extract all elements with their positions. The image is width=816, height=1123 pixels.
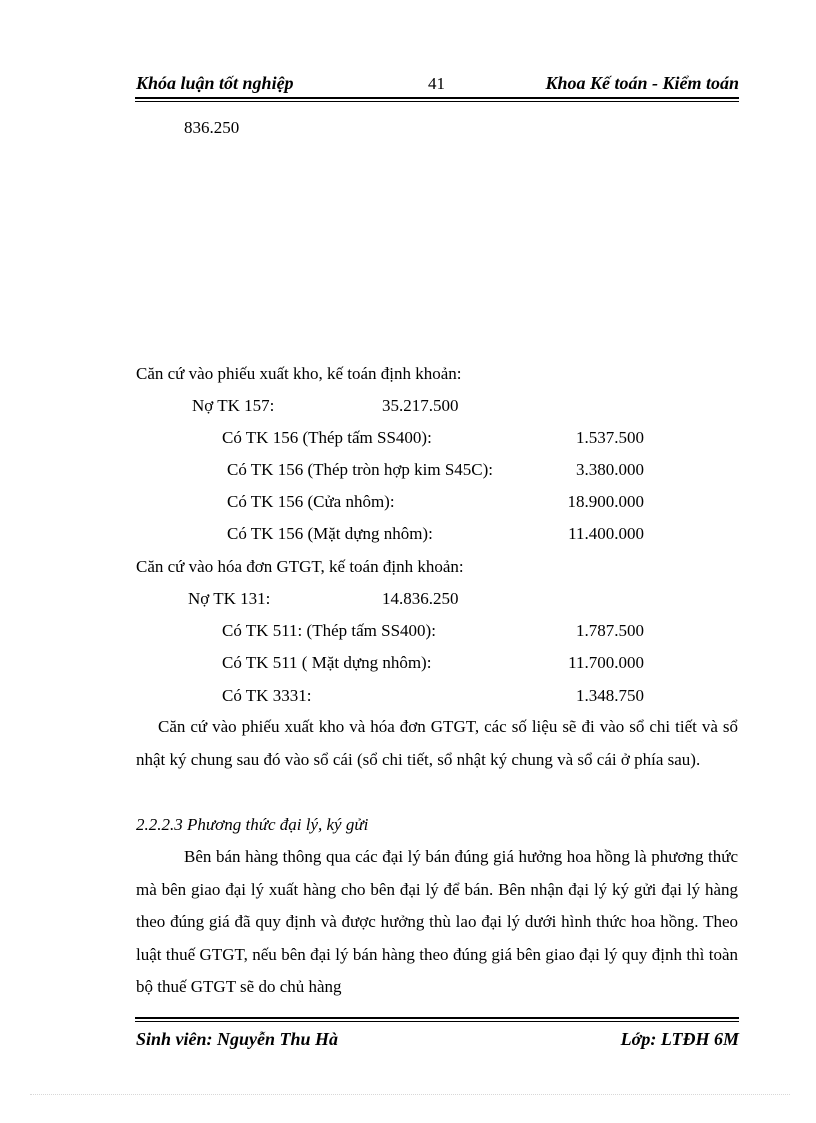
- credit-label: Có TK 511: (Thép tấm SS400):: [222, 621, 436, 640]
- footer-rule-thin: [135, 1021, 739, 1022]
- credit-amount: 3.380.000: [576, 460, 644, 479]
- header-rule: [135, 97, 739, 99]
- debit-label: Nợ TK 157:: [192, 396, 275, 415]
- credit-label: Có TK 3331:: [222, 686, 312, 705]
- page-edge-dotted-line: [30, 1094, 790, 1095]
- debit-amount: 35.217.500: [382, 396, 459, 415]
- footer-rule: [135, 1017, 739, 1019]
- footer-student-name: Sinh viên: Nguyễn Thu Hà: [136, 1029, 339, 1049]
- credit-amount: 18.900.000: [567, 492, 644, 511]
- body-paragraph: Căn cứ vào phiếu xuất kho và hóa đơn GTGT, các số liệu sẽ đi vào sổ chi tiết và sổ nhật ký chung sau đó vào sổ cái (sổ chi tiết, sổ nhật ký chung và sổ cái ở phía sau).: [136, 717, 738, 769]
- header-title-right: Khoa Kế toán - Kiểm toán: [545, 73, 739, 93]
- header-title-left: Khóa luận tốt nghiệp: [136, 73, 294, 93]
- section-heading: 2.2.2.3 Phương thức đại lý, ký gửi: [136, 815, 369, 834]
- credit-label: Có TK 156 (Thép tròn hợp kim S45C):: [227, 460, 494, 479]
- entry-intro: Căn cứ vào phiếu xuất kho, kế toán định khoản:: [136, 364, 462, 383]
- debit-amount: 14.836.250: [382, 589, 459, 608]
- header-rule-thin: [135, 101, 739, 102]
- entry-intro: Căn cứ vào hóa đơn GTGT, kế toán định khoản:: [136, 557, 464, 576]
- credit-amount: 1.348.750: [576, 686, 644, 705]
- credit-label: Có TK 156 (Thép tấm SS400):: [222, 428, 432, 447]
- body-paragraph: Bên bán hàng thông qua các đại lý bán đúng giá hưởng hoa hồng là phương thức mà bên giao đại lý xuất hàng cho bên đại lý để bán. Bên nhận đại lý ký gửi đại lý hàng theo đúng giá đã quy định và được hưởng thù lao đại lý dưới hình thức hoa hồng. Theo luật thuế GTGT, nếu bên đại lý bán hàng theo đúng giá bên giao đại lý quy định thì toàn bộ thuế GTGT sẽ do chủ hàng: [136, 847, 738, 996]
- credit-amount: 1.537.500: [576, 428, 644, 447]
- page-number: 41: [428, 74, 445, 93]
- credit-amount: 1.787.500: [576, 621, 644, 640]
- debit-label: Nợ TK 131:: [188, 589, 271, 608]
- credit-amount: 11.700.000: [568, 653, 644, 672]
- carryover-amount: 836.250: [184, 118, 240, 137]
- credit-amount: 11.400.000: [568, 524, 644, 543]
- credit-label: Có TK 156 (Mặt dựng nhôm):: [227, 524, 433, 543]
- footer-class: Lớp: LTĐH 6M: [620, 1029, 739, 1049]
- credit-label: Có TK 156 (Cửa nhôm):: [227, 492, 395, 511]
- credit-label: Có TK 511 ( Mặt dựng nhôm):: [222, 653, 432, 672]
